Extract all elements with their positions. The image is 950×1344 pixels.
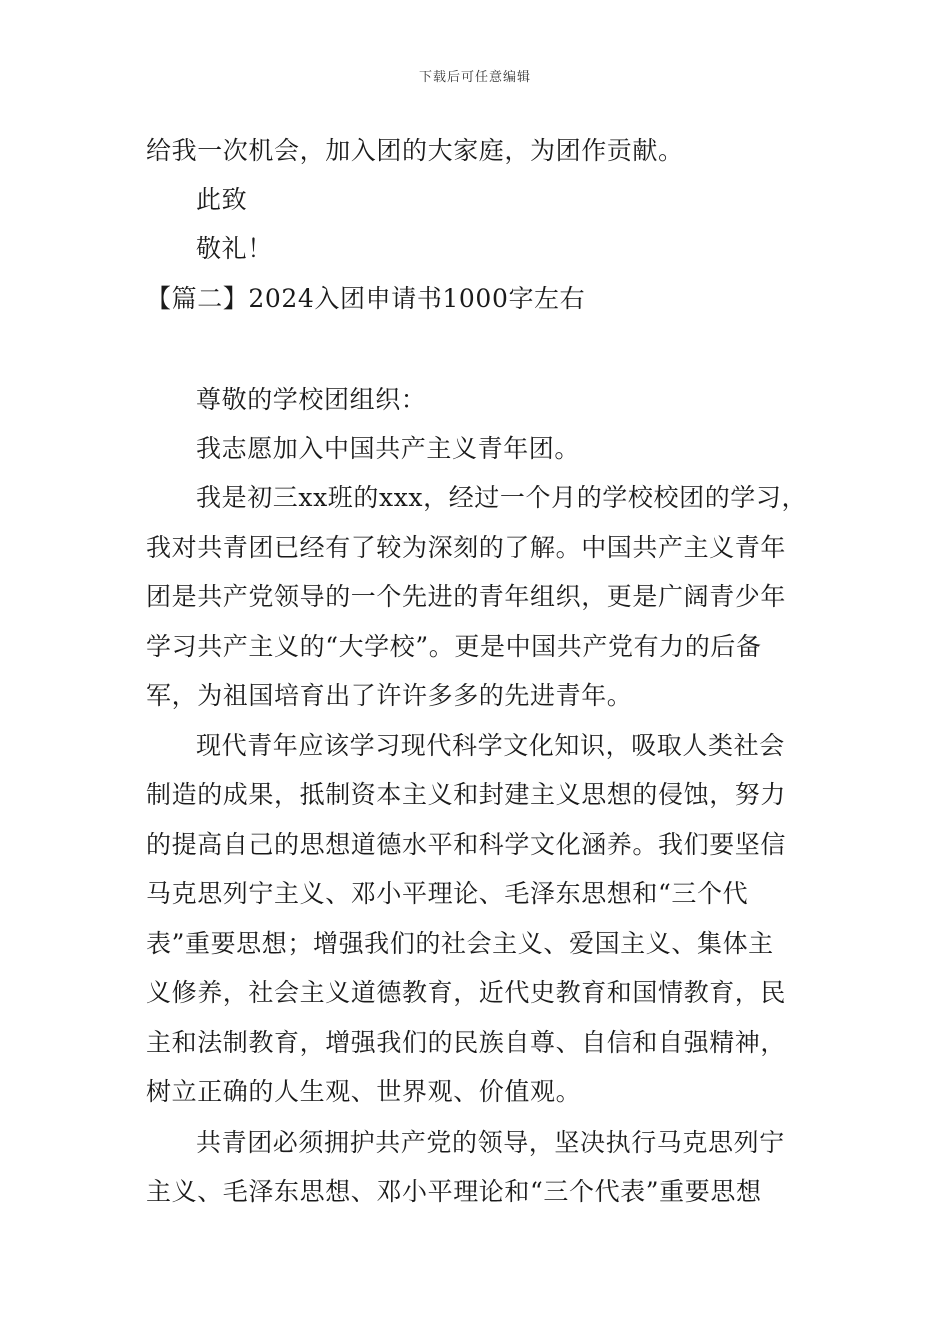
- paragraph-line: 团是共产党领导的一个先进的青年组织，更是广阔青少年: [146, 582, 787, 611]
- paragraph-line: 树立正确的人生观、世界观、价值观。: [146, 1077, 582, 1106]
- paragraph-line: 义修养，社会主义道德教育，近代史教育和国情教育，民: [146, 978, 787, 1007]
- paragraph-line: 主义、毛泽东思想、邓小平理论和“三个代表”重要思想: [146, 1177, 762, 1206]
- paragraph-line: 我志愿加入中国共产主义青年团。: [196, 434, 581, 463]
- paragraph-line: 现代青年应该学习现代科学文化知识，吸取人类社会: [196, 731, 785, 760]
- closing-ci-zhi: 此致: [196, 185, 248, 214]
- paragraph-line: 我是初三xx班的xxx，经过一个月的学校校团的学习，: [196, 483, 808, 512]
- closing-jing-li: 敬礼！: [196, 234, 273, 263]
- paragraph-line: 制造的成果，抵制资本主义和封建主义思想的侵蚀，努力: [146, 780, 787, 809]
- paragraph-line: 军，为祖国培育出了许许多多的先进青年。: [146, 681, 633, 710]
- paragraph-line: 学习共产主义的“大学校”。更是中国共产党有力的后备: [146, 632, 762, 661]
- paragraph-line: 共青团必须拥护共产党的领导，坚决执行马克思列宁: [196, 1128, 785, 1157]
- salutation: 尊敬的学校团组织：: [196, 385, 427, 414]
- opening-line: 给我一次机会，加入团的大家庭，为团作贡献。: [146, 136, 684, 165]
- paragraph-line: 表”重要思想；增强我们的社会主义、爱国主义、集体主: [146, 929, 774, 958]
- section-heading: 【篇二】2024入团申请书1000字左右: [146, 284, 586, 313]
- paragraph-line: 的提高自己的思想道德水平和科学文化涵养。我们要坚信: [146, 830, 787, 859]
- paragraph-line: 我对共青团已经有了较为深刻的了解。中国共产主义青年: [146, 533, 787, 562]
- paragraph-line: 主和法制教育，增强我们的民族自尊、自信和自强精神，: [146, 1028, 787, 1057]
- header-note: 下载后可任意编辑: [418, 70, 531, 85]
- paragraph-line: 马克思列宁主义、邓小平理论、毛泽东思想和“三个代: [146, 879, 749, 908]
